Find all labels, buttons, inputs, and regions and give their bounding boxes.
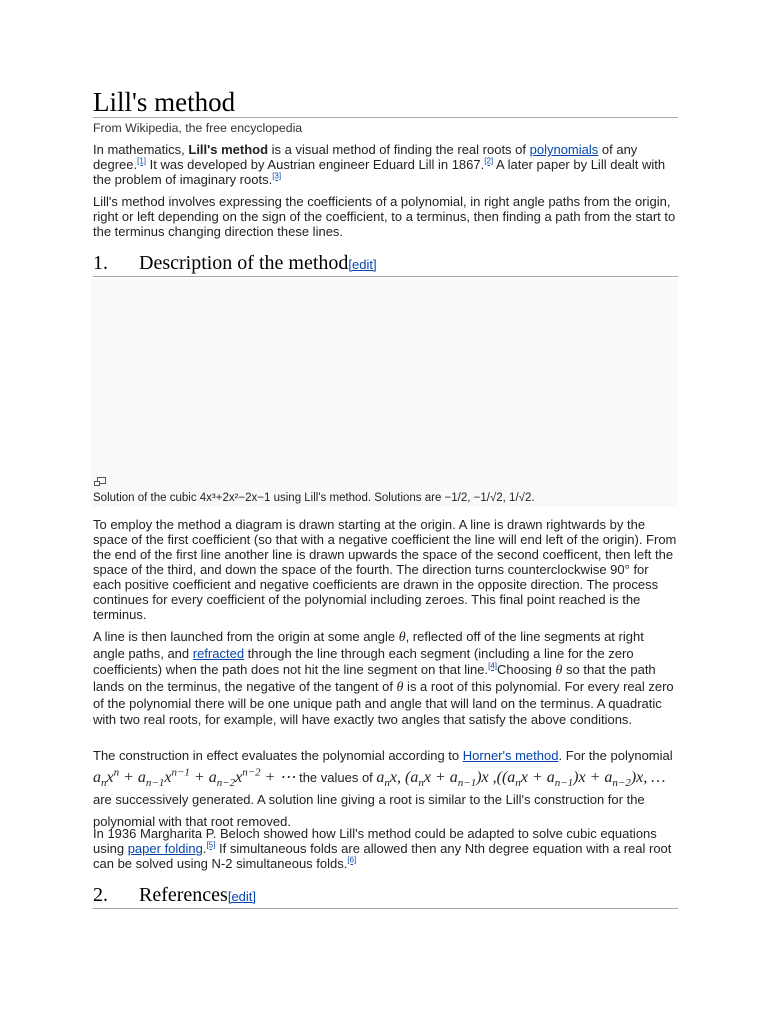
link-refracted[interactable]: refracted [192, 646, 245, 661]
edit-link-description[interactable]: [edit] [348, 257, 377, 272]
paragraph-angle: A line is then launched from the origin at some angle θ, reflected off of the line segments at right angle paths, and refracted through the line through each segment (including a line for the zero coefficients) when the path does not hit the line segment on that line.[4]Choosing θ so that the path lands on the terminus, the negative of the tangent of θ is a root of this polynomial. For every real zero of the polynomial there will be one unique path and angle that will land on the terminus. A quadratic with two real roots, for example, will have exactly two angles that satisfy the above conditions. [93, 629, 674, 727]
paragraph-paper-folding: In 1936 Margharita P. Beloch showed how Lill's method could be adapted to solve cubic equations using paper folding.[5] If simultaneous folds are allowed then any Nth degree equation with a real root can be solved using N-2 simultaneous folds.[6] [93, 826, 672, 871]
page-title: Lill's method [93, 86, 678, 118]
ref-5[interactable]: [5] [206, 840, 216, 850]
figure-caption: Solution of the cubic 4x³+2x²−2x−1 using Lill's method. Solutions are −1/2, −1/√2, 1/√2. [93, 492, 535, 504]
formula-values: $a_nx$, $(a_nx + a_{n-1})x$ $,((a_nx + a_{n-1})x + a_{n-2})x$, … [376, 769, 666, 790]
ref-6[interactable]: [6] [347, 855, 357, 865]
section-heading-description: 1. Description of the method[edit] [93, 252, 678, 277]
ref-3[interactable]: [3] [272, 171, 282, 181]
link-paper-folding[interactable]: paper folding [127, 841, 203, 856]
edit-link-references[interactable]: [edit] [227, 889, 257, 904]
figure-image [91, 279, 678, 507]
magnify-icon[interactable] [94, 477, 106, 486]
ref-4[interactable]: [4] [488, 661, 497, 671]
tagline: From Wikipedia, the free encyclopedia [93, 121, 303, 135]
intro-paragraph-2: Lill's method involves expressing the coefficients of a polynomial, in right angle paths from the origin, right or left depending on the sign of the coefficient, to a terminus, then finding a path from the start to the terminus changing direction these lines. [93, 194, 676, 239]
formula-polynomial: $a_nx^n + a_{n-1}x^{n-1} + a_{n-2}x^{n-2}$ + ⋯ [93, 766, 296, 790]
ref-1[interactable]: [1] [137, 156, 146, 166]
link-polynomials[interactable]: polynomials [529, 142, 599, 157]
section-heading-references: 2. References[edit] [93, 884, 678, 909]
paragraph-method: To employ the method a diagram is drawn starting at the origin. A line is drawn rightwards by the space of the first coefficient (so that with a negative coefficient the line will end left of the origin). From the end of the first line another line is drawn upwards the space of the second coefficent, then left the space of the third, and down the space of the fourth. The direction turns counterclockwise 90° for each positive coefficient and negative coefficients are drawn in the opposite direction. The process continues for every coefficient of the polynomial including zeroes. This final point reached is the terminus. [93, 517, 677, 622]
paragraph-horner: The construction in effect evaluates the polynomial according to Horner's method. For the polynomial $a_nx^n + a_{n-1}x^{n-1} + a_{n-2}x^{n-2}$ + ⋯ the values of $a_nx$, $(a_nx + a_{n-1})x$ $,((a_nx + a_{n-1})x + a_{n-2})x$, … are successively generated. A solution line giving a root is similar to the Lill's construction for the polynomial with that root removed. [93, 748, 673, 829]
link-horners-method[interactable]: Horner's method [462, 748, 559, 763]
ref-2[interactable]: [2] [484, 156, 494, 166]
intro-paragraph: In mathematics, Lill's method is a visual method of finding the real roots of polynomials of any degree.[1] It was developed by Austrian engineer Eduard Lill in 1867.[2] A later paper by Lill dealt with the problem of imaginary roots.[3] [93, 142, 666, 187]
